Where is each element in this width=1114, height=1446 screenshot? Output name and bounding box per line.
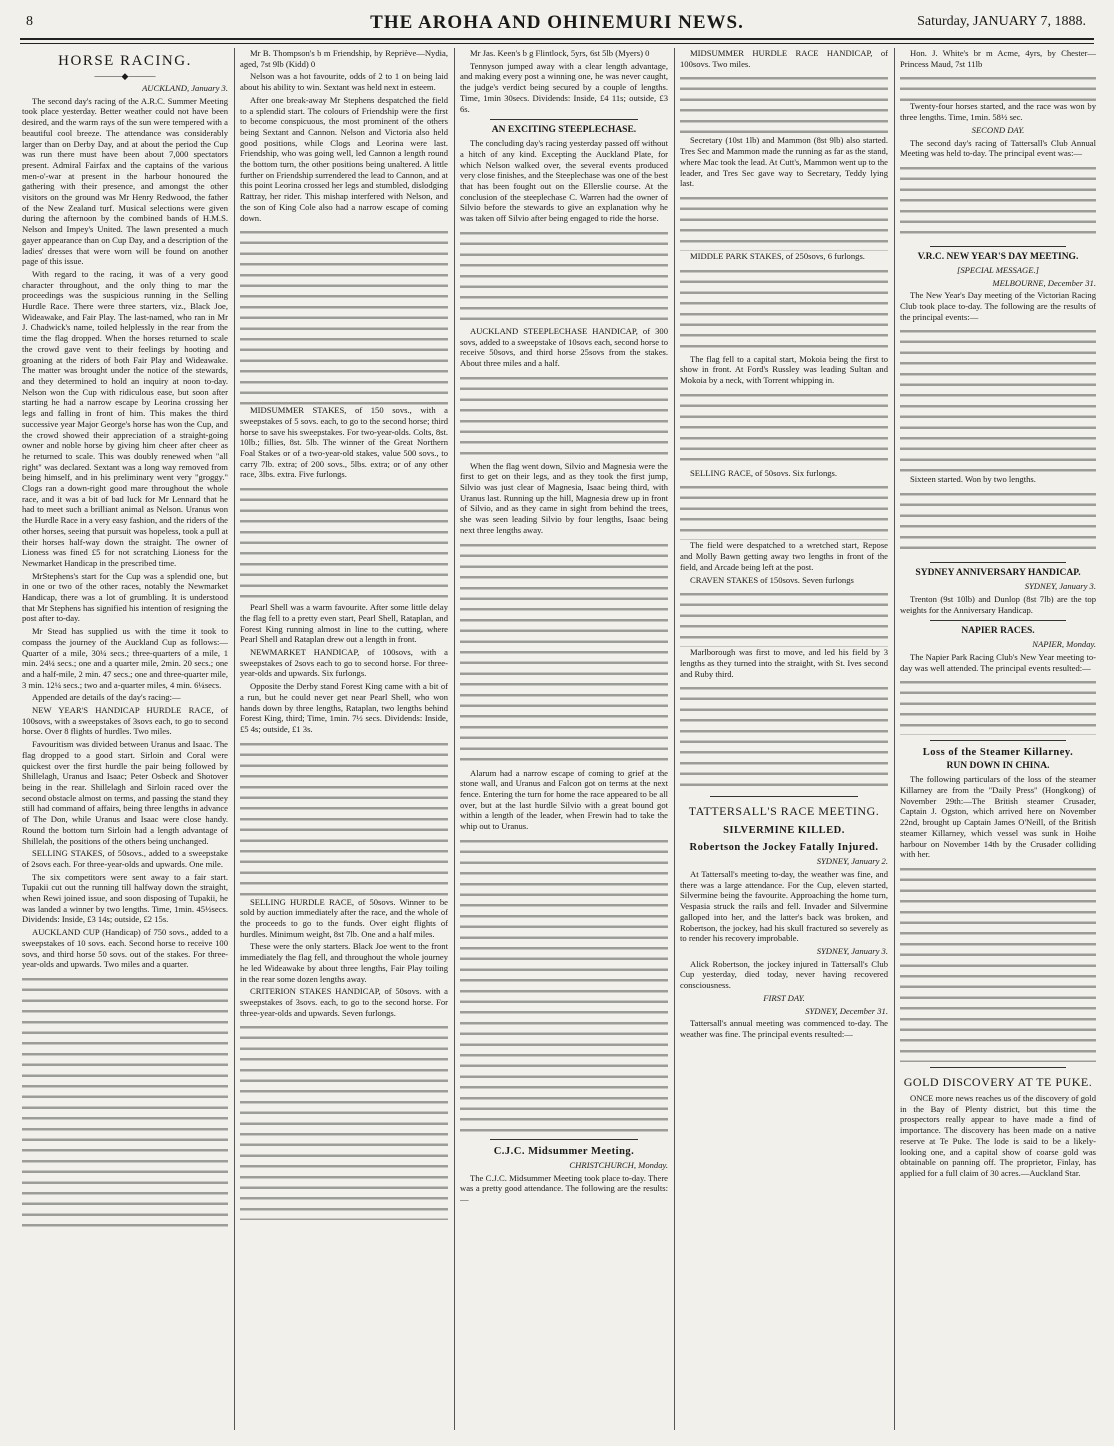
subheading-robertson: Robertson the Jockey Fatally Injured. — [689, 842, 879, 854]
column-rule — [894, 48, 895, 1430]
paragraph: Tattersall's annual meeting was commenced to-day. The weather was fine. The principal events resulted:— — [680, 1018, 888, 1039]
paragraph: AUCKLAND CUP (Handicap) of 750 sovs., added to a sweepstakes of 10 sovs. each. Second horse to receive 100 sovs, and third horse 50 sovs. out of the stakes. For three-year-olds and upwards. Two miles and a quarter. — [22, 927, 228, 970]
paragraph: The C.J.C. Midsummer Meeting took place to-day. There was a pretty good attendance. The following are the results:— — [460, 1172, 668, 1204]
article-dateline: MELBOURNE, December 31. — [992, 277, 1096, 288]
text-block — [900, 71, 1096, 101]
text-block — [680, 264, 888, 354]
paragraph: Secretary (10st 1lb) and Mammon (8st 9lb) also started. Tres Sec and Mammon made the running as far as the stand, where Mac took the lead. At Cutt's, Mammon went up to the leader, and Tres Sec gave way to Secretary, Teddy lying last. — [680, 135, 888, 189]
paragraph: SELLING RACE, of 50sovs. Six furlongs. — [690, 467, 838, 478]
paragraph: The second day's racing of the A.R.C. Summer Meeting took place yesterday. Better weather could not have been desired, and the warm rays of the sun were tempered with a beautiful cool breeze. The attendance was considerably larger than on Derby Day, and at about the period the Cup was run there must have been about 7,000 spectators present. Admiral Fairfax and the captains of the various men-o'-war at present in the harbour honoured the gathering with their presence, and amongst the other visitors on the ground was Mr Henry Redwood, the father of the New Zealand turf. Musical selections were given during the afternoon by the combined bands of H.M.S. Nelson and Impey's United. The lawn presented a much gayer appearance than on Cup Day, and a description of the ladies' dresses that were worn will be found on another page of this issue. — [22, 95, 228, 267]
paragraph: MIDSUMMER HURDLE RACE HANDICAP, of 100sovs. Two miles. — [680, 48, 888, 69]
divider — [930, 562, 1066, 563]
paragraph: SELLING HURDLE RACE, of 50sovs. Winner to be sold by auction immediately after the race, and the whole of the proceeds to go to the funds. Over eight flights of hurdles. Minimum weight, 8st 7lb. One and a half miles. — [240, 896, 448, 939]
paragraph: CRAVEN STAKES of 150sovs. Seven furlongs — [690, 574, 854, 585]
paragraph: Twenty-four horses started, and the race was won by three lengths. Time, 1min. 58½ sec. — [900, 101, 1096, 123]
article-heading-sydney: SYDNEY ANNIVERSARY HANDICAP. — [915, 568, 1081, 579]
paragraph: These were the only starters. Black Joe went to the front immediately the flag fell, and throughout the whole journey he led Wideawake by about three lengths, Fair Play toiling in the rear some dozen lengths away. — [240, 941, 448, 984]
paper-title: THE AROHA AND OHINEMURI NEWS. — [370, 12, 744, 33]
article-dateline: CHRISTCHURCH, Monday. — [569, 1159, 668, 1170]
paragraph: After one break-away Mr Stephens despatched the field to a splendid start. The colours of Friendship were the first to become conspicuous, the most prominent of the others being Sextant and Cannon. Nelson and Victoria also held good positions, while Clogs and Leorina were last. Friendship, who was going well, led Cannon a length round the bottom turn, the other positions being unaltered. A little further on Friendship surrendered the lead to Cannon, and at this point Leorina crossed her legs and stumbled, dislodging Rattray, her rider. This mishap interfered with Nelson, and the son of King Cole also had a narrow escape of coming down. — [240, 94, 448, 223]
paragraph: Nelson was a hot favourite, odds of 2 to 1 on being laid about his ability to win. Sextant was held next in esteem. — [240, 71, 448, 93]
divider — [930, 1067, 1066, 1068]
article-heading-gold: GOLD DISCOVERY AT TE PUKE. — [903, 1074, 1093, 1089]
paragraph: ONCE more news reaches us of the discovery of gold in the Bay of Plenty district, but this time the prospectors really appear to have made a find of importance. The discovery has been made on a native reserve at Te Puke. The lode is said to be a likely-looking one, and a capital show of coarse gold was obtainable on panning off. The proprietor, Finlay, has applied for a full claim of 30 acres.—Auckland Star. — [900, 1092, 1096, 1178]
column-2 — [240, 48, 448, 1430]
divider — [930, 620, 1066, 621]
subheading-china: RUN DOWN IN CHINA. — [946, 761, 1050, 772]
article-heading-napier: NAPIER RACES. — [961, 626, 1035, 637]
text-block — [680, 681, 888, 791]
paragraph: The six competitors were sent away to a fair start. Tupakii cut out the running till halfway down the straight, when Rewi joined issue, and soon disposing of Tupakii, he was landed a winner by two lengths. Time, 1min. 45½secs. Dividends: Inside, £3 14s; outside, £2 15s. — [22, 871, 228, 925]
paragraph: Hon. J. White's br m Acme, 4yrs, by Chester—Princess Maud, 7st 11lb — [900, 48, 1096, 69]
divider — [710, 796, 858, 797]
paragraph: Mr Jas. Keen's b g Flintlock, 5yrs, 6st 5lb (Myers) 0 — [470, 48, 650, 58]
text-block — [460, 538, 668, 768]
paragraph: Tennyson jumped away with a clear length advantage, and making every post a winning one, he was never caught, the judge's verdict being secured by a couple of lengths. Time, 1min 30secs. Dividends: Inside, £4 11s; outside, £3 6s. — [460, 60, 668, 114]
paragraph: NEWMARKET HANDICAP, of 100sovs, with a sweepstakes of 2sovs each to go to second horse. For three-year-olds and upwards. Six furlongs. — [240, 646, 448, 679]
article-dateline: SYDNEY, January 2. — [816, 856, 888, 867]
paragraph: MrStephens's start for the Cup was a splendid one, but in one or two of the other races, notably the Newmarket Handicap, there was a lot of grumbling. It is understood that Mr Stephens has signified his intention of resigning the post after to-day. — [22, 570, 228, 624]
paragraph: The flag fell to a capital start, Mokoia being the first to show in front. At Ford's Russley was leading Sultan and Mokoia by a neck, with Torrent whipping in. — [680, 353, 888, 386]
column-rule — [454, 48, 455, 1430]
masthead-rule — [20, 38, 1094, 44]
divider — [490, 119, 638, 120]
ornament: ———◆——— — [94, 71, 156, 81]
text-block — [680, 191, 888, 251]
text-block — [680, 388, 888, 468]
text-block — [680, 480, 888, 540]
column-rule — [674, 48, 675, 1430]
paragraph: The second day's racing of Tattersall's Club Annual Meeting was held to-day. The principal event was:— — [900, 137, 1096, 159]
text-block — [680, 71, 888, 135]
paragraph: Favouritism was divided between Uranus and Isaac. The flag dropped to a good start. Sirloin and Coral were quickest over the first hurdle the pair being followed by Shillelagh, Uranus and Isaac; Peter Osbeck and Shotover being in the rear. Shillelagh and Sirloin raced over the second obstacle almost on terms, and passing the stand they still had command of affairs, being three lengths in advance of The Don, while Uranus and Isaac were close handy. Round the bottom turn Sirloin had a length advantage of Shillelah, the positions of the others being unchanged. — [22, 739, 228, 846]
paragraph: At Tattersall's meeting to-day, the weather was fine, and there was a large attendance. For the Cup, eleven started, Silvermine being the favourite. Approaching the home turn, Vespasia struck the rails and fell. Invader and Silvermine galloped into her, and the latter's back was broken, and Robertson, the jockey, had his skull fractured so severely as to render his recovery improbable. — [680, 869, 888, 944]
text-block — [900, 862, 1096, 1062]
column-5 — [900, 48, 1096, 1430]
paragraph: MIDDLE PARK STAKES, of 250sovs, 6 furlongs. — [690, 250, 865, 261]
paragraph: Alick Robertson, the jockey injured in Tattersall's Club Cup yesterday, died today, never having recovered consciousness. — [680, 958, 888, 991]
paragraph: Mr B. Thompson's b m Friendship, by Repriève—Nydia, aged, 7st 9lb (Kidd) 0 — [240, 48, 448, 69]
special-message-label: [SPECIAL MESSAGE.] — [957, 264, 1039, 275]
paragraph: CRITERION STAKES HANDICAP, of 50sovs. with a sweepstakes of 3sovs. each, to go to the second horse. For three-year-olds and upwards. Seven furlongs. — [240, 986, 448, 1018]
subheading-silvermine: SILVERMINE KILLED. — [723, 825, 845, 837]
article-heading-killarney: Loss of the Steamer Killarney. — [922, 747, 1074, 759]
masthead — [0, 14, 1114, 38]
text-block — [240, 225, 448, 405]
issue-date: Saturday, JANUARY 7, 1888. — [917, 14, 1086, 29]
text-block — [900, 675, 1096, 735]
paragraph: NEW YEAR'S HANDICAP HURDLE RACE, of 100sovs, with a sweepstakes of 3sovs each, to go to second horse. Over 8 flights of hurdles. Two miles. — [22, 705, 228, 737]
paragraph: The Napier Park Racing Club's New Year meeting to-day was well attended. The principal events resulted:— — [900, 651, 1096, 673]
article-dateline: SYDNEY, January 3. — [1024, 581, 1096, 592]
text-block — [900, 324, 1096, 474]
text-block — [22, 972, 228, 1232]
article-heading-steeplechase: AN EXCITING STEEPLECHASE. — [491, 125, 637, 136]
paragraph: SELLING STAKES, of 50sovs., added to a sweepstake of 2sovs each. For three-year-olds and upwards. One mile. — [22, 848, 228, 869]
divider — [490, 1139, 638, 1140]
paragraph: AUCKLAND STEEPLECHASE HANDICAP, of 300 sovs, added to a sweepstake of 10sovs each, second horse to receive 50sovs, and third horse 25sovs from the stakes. About three miles and a half. — [460, 325, 668, 368]
paragraph: Mr Stead has supplied us with the time it took to compass the journey of the Auckland Cup as follows:—Quarter of a mile, 30¼ secs.; three-quarters of a mile, 1 min. 24¼ secs.; one and a quarter mile, 2min. 20 secs.; one and a half-mile, 2 min. 47 secs.; one and three-quarter mile, 3 min. 12¼ secs.; two and a-quarter miles, 4 min. 6¼secs. — [22, 626, 228, 690]
subheading-second-day: SECOND DAY. — [971, 124, 1025, 135]
article-dateline: AUCKLAND, January 3. — [142, 83, 228, 93]
paragraph: Sixteen started. Won by two lengths. — [910, 474, 1036, 485]
article-heading-tattersall: TATTERSALL'S RACE MEETING. — [688, 804, 880, 819]
article-heading-cjc: C.J.C. Midsummer Meeting. — [493, 1145, 635, 1157]
article-heading-horse-racing: HORSE RACING. — [58, 53, 192, 69]
paragraph: Trenton (9st 10lb) and Dunlop (8st 7lb) are the top weights for the Anniversary Handicap. — [900, 593, 1096, 615]
subheading-first-day: FIRST DAY. — [763, 992, 805, 1003]
text-block — [240, 737, 448, 897]
article-dateline: SYDNEY, December 31. — [805, 1005, 888, 1016]
paragraph: With regard to the racing, it was of a very good character throughout, and the only thing to mar the proceedings was the suspicious running in the Selling Hurdle Race. There were three starters, viz., Black Joe, Wideawake, and Fair Play. The last-named, who ran in Mr J. Chadwick's name, toiled helplessly in the rear from the time the flag dropped. When the horses returned to scale the crowd gave vent to their feelings by hooting and groaning at the riders of both Fair Play and Wideawake. The matter was brought under the notice of the stewards, and they determined to hold an inquiry at noon to-day. Nelson won the Cup with ridiculous ease, but soon after starting he had a narrow escape by Leorina crossing her legs and falling in front of him. This makes the third successive year Major George's horse has won the Cup, and the crowd showed their appreciation of a straight-going owner and noble horse by giving him cheer after cheer as he returned to scale. This was doubly renewed when "all right" was declared. Sextant was a long way removed from being himself, and in his preliminary went very "groggy." Clogs ran a down-right good mare throughout the whole race, and it was a bit of bad luck for Mr Lennard that he had to meet such a brilliant animal as Nelson. Uranus won the Hurdle Race in a very easy fashion, and the riders of the other horses, seeing that pursuit was hopeless, took a pull at their horses half-way down the straight. The owner of Lioness was fined £5 for not scratching Lioness for the Newmarket Handicap in the prescribed time. — [22, 268, 228, 568]
paragraph: Appended are details of the day's racing:— — [32, 692, 181, 703]
article-dateline: SYDNEY, January 3. — [816, 945, 888, 956]
column-3 — [460, 48, 668, 1430]
article-dateline: NAPIER, Monday. — [1032, 639, 1096, 650]
column-1 — [22, 48, 228, 1430]
text-block — [900, 487, 1096, 557]
paragraph: Pearl Shell was a warm favourite. After some little delay the flag fell to a pretty even start, Pearl Shell, Rataplan, and Forest King running almost in line to the cutting, where Pearl Shell and Rataplan drew out a length in front. — [240, 602, 448, 645]
text-block — [460, 226, 668, 326]
paragraph: MIDSUMMER STAKES, of 150 sovs., with a sweepstakes of 5 sovs. each, to go to the second horse; third horse to save his sweepstakes. For two-year-olds. Colts, 8st. 10lb.; fillies, 8st. 5lb. The winner of the Great Northern Foal Stakes or of a two-year-old stakes, value 500 sovs., to carry 7lb. extra; of 200 sovs., 5lbs. extra; or of any other race, 3lbs. extra. Five furlongs. — [240, 405, 448, 480]
paragraph: The concluding day's racing yesterday passed off without a hitch of any kind. Excepting the Auckland Plate, for which Nelson walked over, the several events produced very close finishes, and the Steeplechase was one of the best that has been fought out on the Ellerslie course. At the conclusion of the steeplechase C. Warren had the owner of Silvio before the stewards to give an explanation why he was taken off Silvio after being engaged to ride the horse. — [460, 138, 668, 224]
divider — [930, 246, 1066, 247]
text-block — [240, 482, 448, 602]
text-block — [460, 371, 668, 461]
text-block — [460, 834, 668, 1134]
column-4 — [680, 48, 888, 1430]
paragraph: When the flag went down, Silvio and Magnesia were the first to get on their legs, and as they took the first jump, Silvio was just clear of Magnesia, Isaac being third, with Uranus last. Running up the hill, Magnesia drew up in front of Silvio, and as they came in sight from behind the trees, she was seen leading Silvio by four lengths, Isaac being next three lengths away. — [460, 460, 668, 535]
text-block — [680, 587, 888, 647]
text-block — [240, 1020, 448, 1220]
paragraph: The following particulars of the loss of the steamer Killarney are from the "Daily Press" (Hongkong) of November 29th:—The British steamer Crusader, Captain J. Ogston, which arrived here on November 22nd, brought up Captain James O'Neill, of the British steamer Killarney, which vessel was sunk in Hoihe harbour on November 14th by the Crusader colliding with her. — [900, 774, 1096, 860]
paragraph: The field were despatched to a wretched start, Repose and Molly Bawn getting away two lengths in front of the field, and Arcade being left at the post. — [680, 540, 888, 572]
paragraph: The New Year's Day meeting of the Victorian Racing Club took place to-day. The following are the results of the principal events:— — [900, 290, 1096, 322]
column-rule — [234, 48, 235, 1430]
divider — [930, 740, 1066, 741]
paragraph: Opposite the Derby stand Forest King came with a bit of a run, but he could never get near Pearl Shell, who won hands down by three lengths, Rataplan, two lengths behind Forest King, third; Time, 1min. 7½ secs. Dividends: Inside, £5 4s; outside, £1 3s. — [240, 681, 448, 734]
paragraph: Marlborough was first to move, and led his field by 3 lengths as they turned into the straight, with St. Ives second and Ruby third. — [680, 647, 888, 679]
text-block — [900, 161, 1096, 241]
paragraph: Alarum had a narrow escape of coming to grief at the stone wall, and Uranus and Falcon got on terms at the next fence. Entering the turn for home the race appeared to be all over, but at the last hurdle Silvio with a great bound got within a length of the leader, when Frewin had to take the whip out to Uranus. — [460, 767, 668, 832]
article-heading-vrc: V.R.C. NEW YEAR'S DAY MEETING. — [917, 251, 1079, 262]
page-number: 8 — [26, 14, 33, 29]
